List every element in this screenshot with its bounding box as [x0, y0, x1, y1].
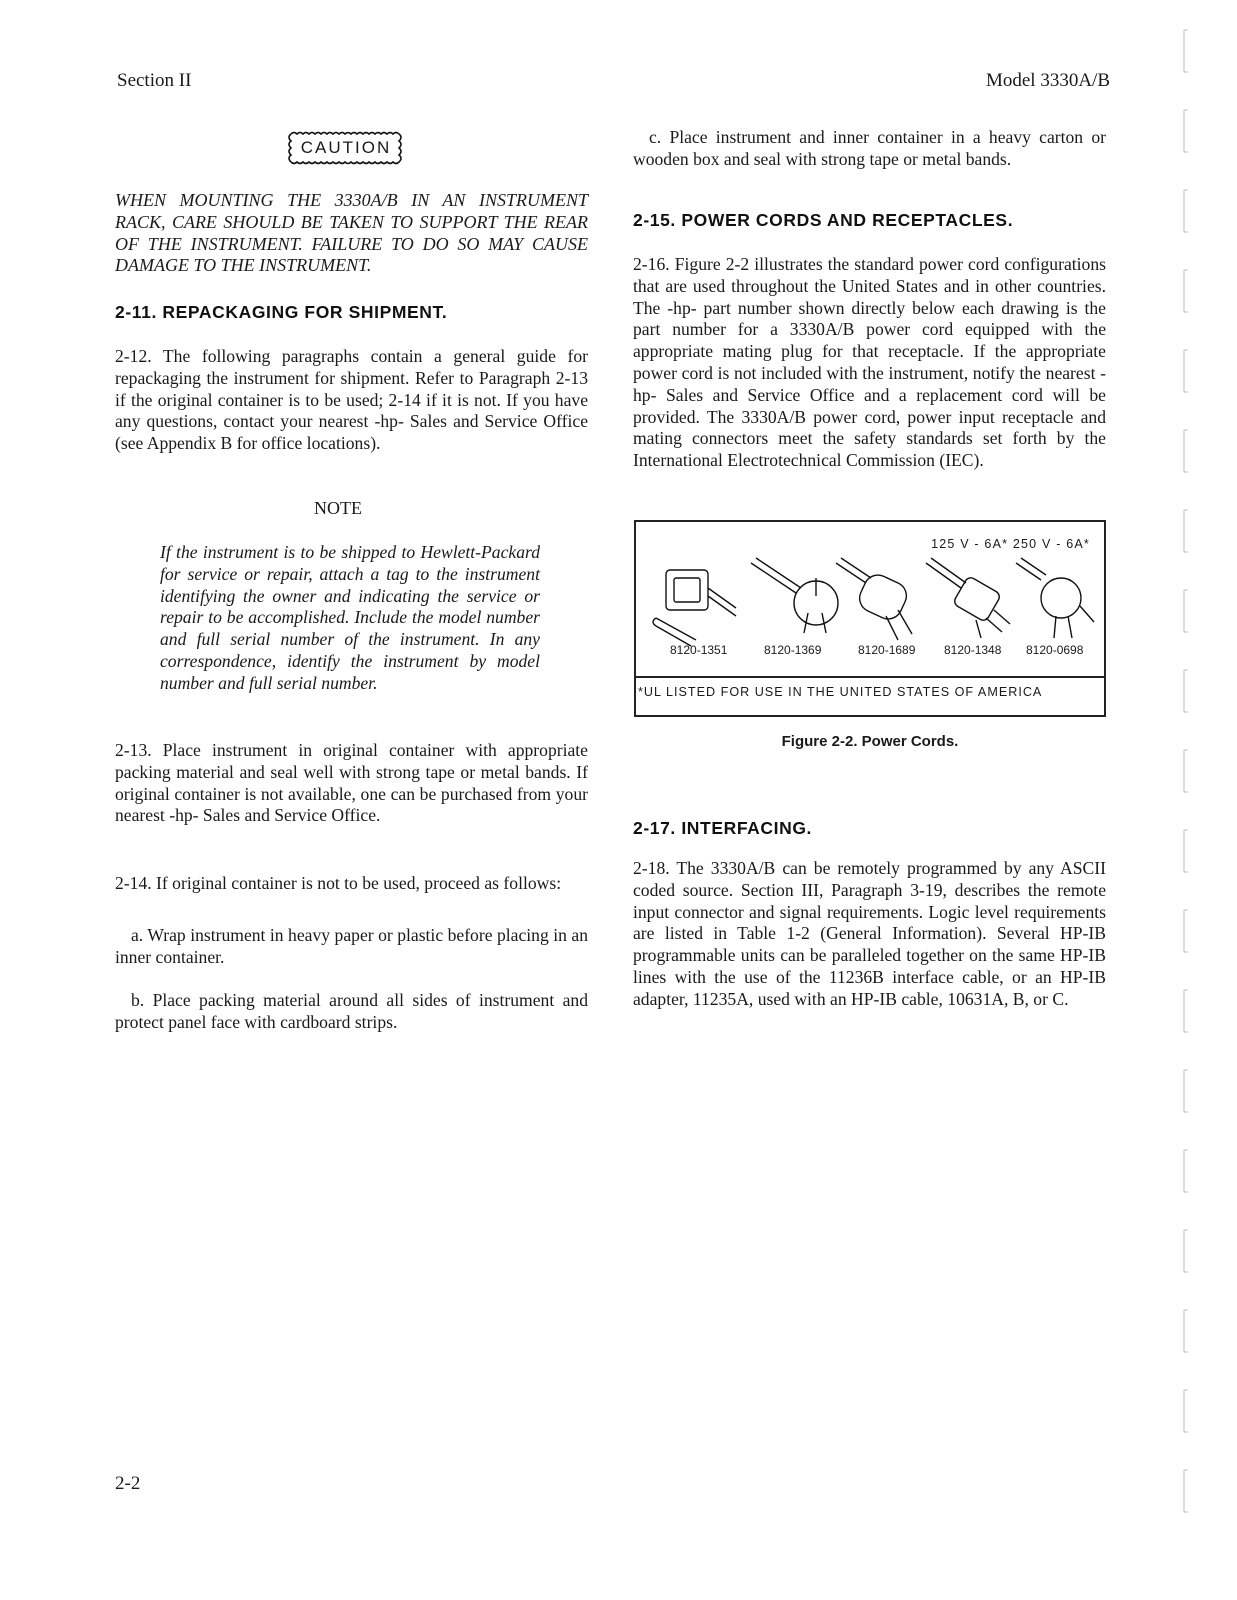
figure-caption: Figure 2-2. Power Cords. [781, 733, 959, 750]
part-number-1: 8120-1351 [670, 643, 728, 657]
figure-divider [636, 676, 1104, 678]
part-number-4: 8120-1348 [944, 643, 1002, 657]
heading-2-15: 2-15. POWER CORDS AND RECEPTACLES. [633, 210, 1014, 230]
note-text: If the instrument is to be shipped to Hewlett-Packard for service or repair, attach a tag to the instrument identifying the owner and indicating the service or repair to be accomplished. Include the model number and full serial number of the instrument. In any correspondence, identify the instrument by model number and full serial number. [160, 542, 540, 693]
power-plug-icons [636, 548, 1104, 648]
caution-label: CAUTION [300, 138, 392, 157]
item-a: a. Wrap instrument in heavy paper or plastic before placing in an inner container. [115, 925, 588, 967]
ul-listing-note: *UL LISTED FOR USE IN THE UNITED STATES OF AMERICA [638, 685, 1043, 699]
paragraph-2-16: 2-16. Figure 2-2 illustrates the standard power cord configurations that are used throughout the United States and in other countries. The -hp- part number shown directly below each drawing is the part number for a 3330A/B power cord equipped with the appropriate mating plug for that receptacle. If the appropriate power cord is not included with the instrument, notify the nearest -hp- Sales and Service Office and a replacement cord will be provided. The 3330A/B power cord, power input receptacle and mating connectors meet the safety standards set forth by the International Electrotechnical Commission (IEC). [633, 254, 1106, 471]
model-label: Model 3330A/B [985, 70, 1110, 91]
section-label: Section II [117, 70, 192, 91]
part-number-2: 8120-1369 [764, 643, 822, 657]
item-b: b. Place packing material around all sides of instrument and protect panel face with cardboard strips. [115, 990, 588, 1032]
heading-2-11: 2-11. REPACKAGING FOR SHIPMENT. [115, 302, 448, 322]
page-number: 2-2 [115, 1473, 141, 1494]
part-number-3: 8120-1689 [858, 643, 916, 657]
voltage-rating: 125 V - 6A* 250 V - 6A* [931, 537, 1090, 551]
binding-marks-icon [1176, 20, 1196, 1540]
caution-text: WHEN MOUNTING THE 3330A/B IN AN INSTRUMENT RACK, CARE SHOULD BE TAKEN TO SUPPORT THE REAR OF THE INSTRUMENT. FAILURE TO DO SO MAY CAUSE DAMAGE TO THE INSTRUMENT. [115, 190, 588, 276]
paragraph-2-13: 2-13. Place instrument in original container with appropriate packing material and seal well with strong tape or metal bands. If original container is not available, one can be purchased from your nearest -hp- Sales and Service Office. [115, 740, 588, 826]
part-number-5: 8120-0698 [1026, 643, 1084, 657]
item-c: c. Place instrument and inner container in a heavy carton or wooden box and seal with strong tape or metal bands. [633, 127, 1106, 169]
paragraph-2-14: 2-14. If original container is not to be used, proceed as follows: [115, 873, 562, 893]
caution-badge [285, 130, 407, 166]
paragraph-2-12: 2-12. The following paragraphs contain a general guide for repackaging the instrument for shipment. Refer to Paragraph 2-13 if the original container is to be used; 2-14 if it is not. If you have any questions, contact your nearest -hp- Sales and Service Office (see Appendix B for office locations). [115, 346, 588, 454]
heading-2-17: 2-17. INTERFACING. [633, 818, 813, 838]
note-title: NOTE [314, 498, 362, 518]
paragraph-2-18: 2-18. The 3330A/B can be remotely programmed by any ASCII coded source. Section III, Paragraph 3-19, describes the remote input connector and signal requirements. Logic level requirements are listed in Table 1-2 (General Information). Several HP-IB programmable units can be paralleled together on the same HP-IB lines with the use of the 11236B interface cable, or an HP-IB adapter, 11235A, used with an HP-IB cable, 10631A, B, or C. [633, 858, 1106, 1009]
figure-power-cords [634, 520, 1106, 717]
